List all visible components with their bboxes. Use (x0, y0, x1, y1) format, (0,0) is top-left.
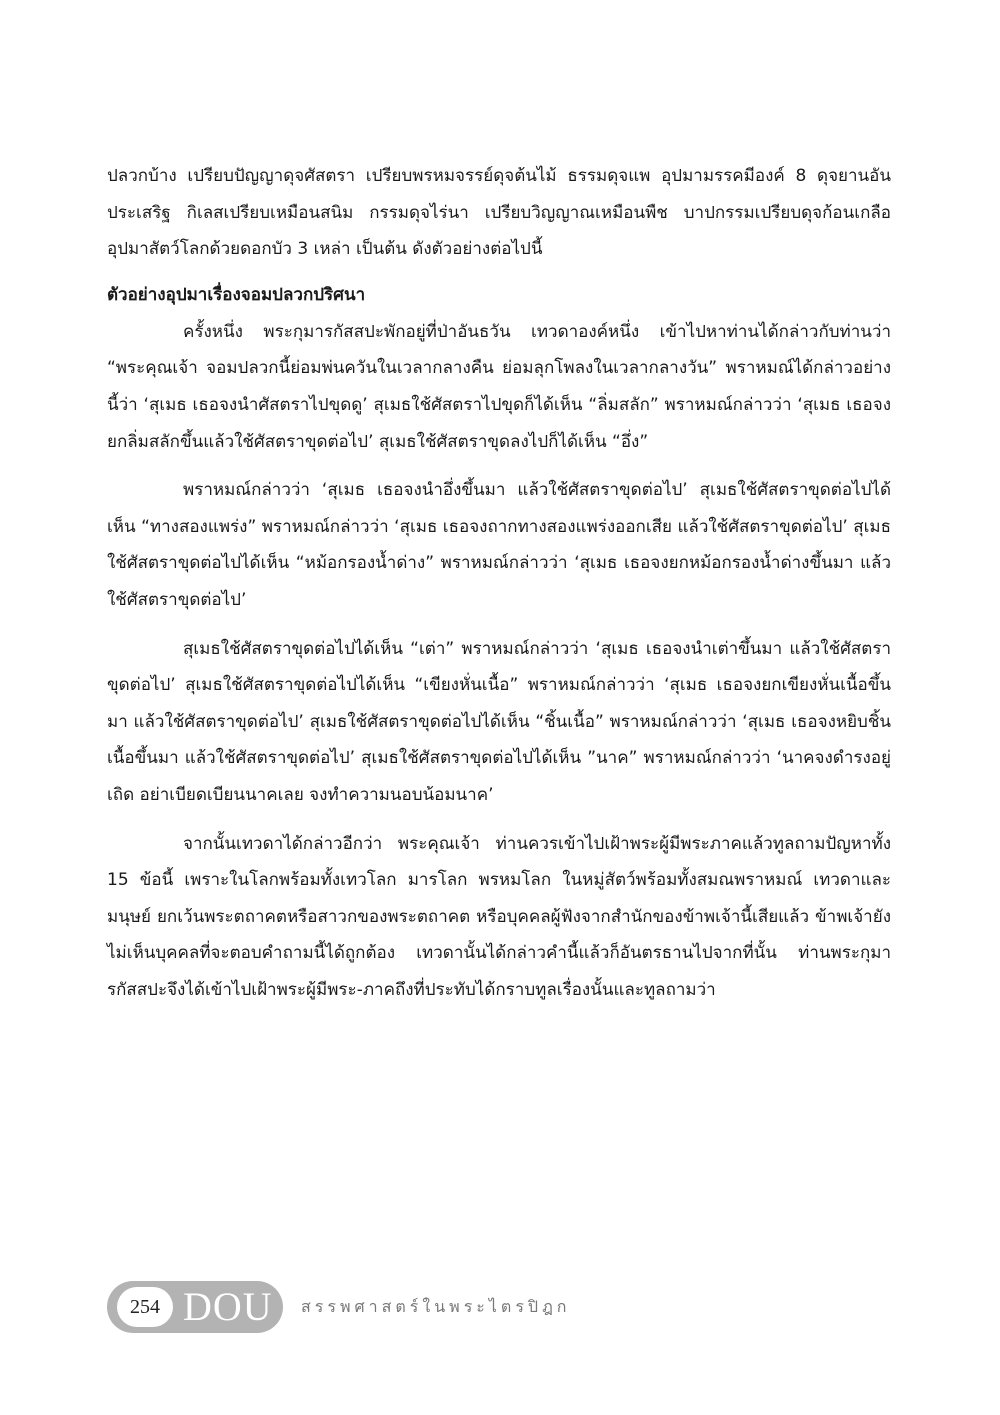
paragraph-gap (107, 460, 891, 472)
paragraph-3: สุเมธใช้ศัสตราขุดต่อไปได้เห็น “เต่า” พราหมณ์กล่าวว่า ‘สุเมธ เธอจงนำเต่าขึ้นมา แล้วใช้ศัสตราขุดต่อไป’ สุเมธใช้ศัสตราขุดต่อไปได้เห็น “เขียงหั่นเนื้อ” พราหมณ์กล่าวว่า ‘สุเมธ เธอจงยกเขียงหั่นเนื้อขึ้นมา แล้วใช้ศัสตราขุดต่อไป’ สุเมธใช้ศัสตราขุดต่อไปได้เห็น “ชิ้นเนื้อ” พราหมณ์กล่าวว่า ‘สุเมธ เธอจงหยิบชิ้นเนื้อขึ้นมา แล้วใช้ศัสตราขุดต่อไป’ สุเมธใช้ศัสตราขุดต่อไปได้เห็น ”นาค” พราหมณ์กล่าวว่า ‘นาคจงดำรงอยู่เถิด อย่าเบียดเบียนนาคเลย จงทำความนอบน้อมนาค’ (107, 638, 891, 805)
page-number: 254 (117, 1287, 173, 1327)
section-heading: ตัวอย่างอุปมาเรื่องจอมปลวกปริศนา (107, 284, 366, 305)
paragraph-gap (107, 814, 891, 826)
paragraph-2: พราหมณ์กล่าวว่า ‘สุเมธ เธอจงนำอึ่งขึ้นมา แล้วใช้ศัสตราขุดต่อไป’ สุเมธใช้ศัสตราขุดต่อไปได้เห็น “ทางสองแพร่ง” พราหมณ์กล่าวว่า ‘สุเมธ เธอจงถากทางสองแพร่งออกเสีย แล้วใช้ศัสตราขุดต่อไป’ สุเมธใช้ศัสตราขุดต่อไปได้เห็น “หม้อกรองน้ำด่าง” พราหมณ์กล่าวว่า ‘สุเมธ เธอจงยกหม้อกรองน้ำด่างขึ้นมา แล้วใช้ศัสตราขุดต่อไป’ (107, 480, 891, 610)
paragraph-gap (107, 619, 891, 631)
page-footer (107, 1281, 571, 1333)
brand-logo-text: DOU (183, 1284, 273, 1329)
footer-badge (107, 1281, 283, 1333)
paragraph-1: ครั้งหนึ่ง พระกุมารกัสสปะพักอยู่ที่ป่าอันธวัน เทวดาองค์หนึ่ง เข้าไปหาท่านได้กล่าวกับท่านว่า “พระคุณเจ้า จอมปลวกนี้ย่อมพ่นควันในเวลากลางคืน ย่อมลุกโพลงในเวลากลางวัน” พราหมณ์ได้กล่าวอย่างนี้ว่า ‘สุเมธ เธอจงนำศัสตราไปขุดดู’ สุเมธใช้ศัสตราไปขุดก็ได้เห็น “ลิ่มสลัก” พราหมณ์กล่าวว่า ‘สุเมธ เธอจงยกลิ่มสลักขึ้นแล้วใช้ศัสตราขุดต่อไป’ สุเมธใช้ศัสตราขุดลงไปก็ได้เห็น “อึ่ง” (107, 321, 891, 452)
intro-paragraph: ปลวกบ้าง เปรียบปัญญาดุจศัสตรา เปรียบพรหมจรรย์ดุจต้นไม้ ธรรมดุจแพ อุปมามรรคมีองค์ 8 ดุจยานอันประเสริฐ กิเลสเปรียบเหมือนสนิม กรรมดุจไร่นา เปรียบวิญญาณเหมือนพืช บาปกรรมเปรียบดุจก้อนเกลือ อุปมาสัตว์โลกด้วยดอกบัว 3 เหล่า เป็นต้น ดังตัวอย่างต่อไปนี้ (107, 166, 891, 260)
paragraph-4: จากนั้นเทวดาได้กล่าวอีกว่า พระคุณเจ้า ท่านควรเข้าไปเฝ้าพระผู้มีพระภาคแล้วทูลถามปัญหาทั้ง 15 ข้อนี้ เพราะในโลกพร้อมทั้งเทวโลก มารโลก พรหมโลก ในหมู่สัตว์พร้อมทั้งสมณพราหมณ์ เทวดาและมนุษย์ ยกเว้นพระตถาคตหรือสาวกของพระตถาคต หรือบุคคลผู้ฟังจากสำนักของข้าพเจ้านี้เสียแล้ว ข้าพเจ้ายังไม่เห็นบุคคลที่จะตอบคำถามนี้ได้ถูกต้อง เทวดานั้นได้กล่าวคำนี้แล้วก็อันตรธานไปจากที่นั้น ท่านพระกุมารกัสสปะจึงได้เข้าไปเฝ้าพระผู้มีพระ-ภาคถึงที่ประทับได้กราบทูลเรื่องนั้นและทูลถามว่า (107, 833, 891, 1000)
book-title: สรรพศาสตร์ในพระไตรปิฎก (301, 1296, 571, 1316)
page-body (107, 158, 891, 1008)
